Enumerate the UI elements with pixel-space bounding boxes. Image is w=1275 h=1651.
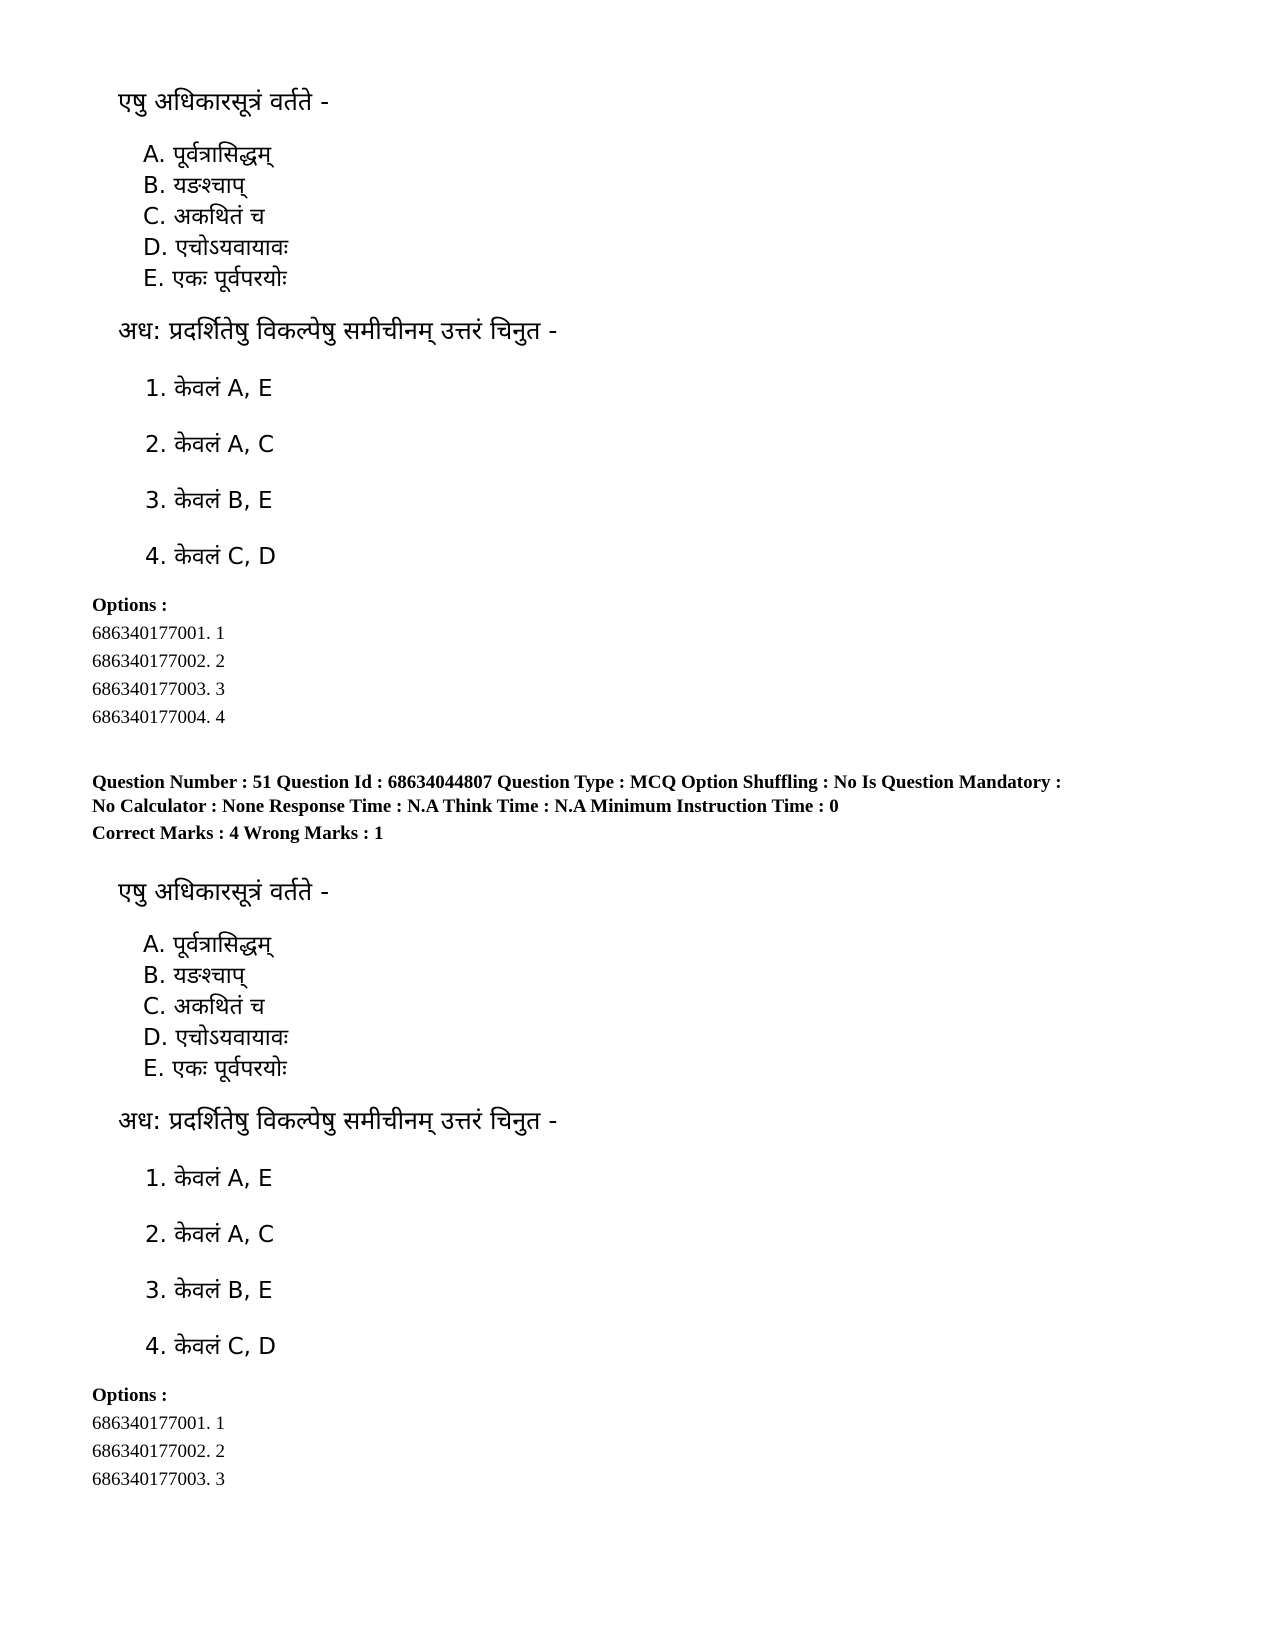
marks-line: Correct Marks : 4 Wrong Marks : 1 <box>92 823 384 844</box>
option-item: 686340177004. 4 <box>92 707 225 728</box>
question-meta-line-1: Question Number : 51 Question Id : 68634044807 Question Type : MCQ Option Shuffling : No Is Question Mandatory : <box>92 772 1062 793</box>
option-item: 686340177003. 3 <box>92 679 225 700</box>
statement-a: A. पूर्वत्रासिद्धम् <box>143 932 272 958</box>
option-item: 686340177003. 3 <box>92 1469 225 1490</box>
statement-d: D. एचोऽयवायावः <box>143 1025 289 1051</box>
choice-1: 1. केवलं A, E <box>145 1166 273 1192</box>
option-item: 686340177002. 2 <box>92 1441 225 1462</box>
question-stem: एषु अधिकारसूत्रं वर्तते - <box>118 877 330 906</box>
question-stem: एषु अधिकारसूत्रं वर्तते - <box>118 87 330 116</box>
option-item: 686340177002. 2 <box>92 651 225 672</box>
question-instruction: अध: प्रदर्शितेषु विकल्पेषु समीचीनम् उत्तरं चिनुत - <box>118 316 558 345</box>
choice-4: 4. केवलं C, D <box>145 1334 277 1360</box>
statement-d: D. एचोऽयवायावः <box>143 235 289 261</box>
choice-4: 4. केवलं C, D <box>145 544 277 570</box>
choice-3: 3. केवलं B, E <box>145 1278 273 1304</box>
statement-b: B. यङश्चाप् <box>143 173 245 199</box>
choice-2: 2. केवलं A, C <box>145 432 275 458</box>
statement-b: B. यङश्चाप् <box>143 963 245 989</box>
statement-list <box>143 930 288 1085</box>
statement-c: C. अकथितं च <box>143 994 265 1020</box>
statement-a: A. पूर्वत्रासिद्धम् <box>143 142 272 168</box>
choice-1: 1. केवलं A, E <box>145 376 273 402</box>
choice-2: 2. केवलं A, C <box>145 1222 275 1248</box>
statement-c: C. अकथितं च <box>143 204 265 230</box>
statement-list <box>143 140 288 295</box>
statement-e: E. एकः पूर्वपरयोः <box>143 1056 287 1082</box>
question-meta <box>92 771 1062 819</box>
option-item: 686340177001. 1 <box>92 623 225 644</box>
options-label: Options : <box>92 595 168 616</box>
question-instruction: अध: प्रदर्शितेषु विकल्पेषु समीचीनम् उत्तरं चिनुत - <box>118 1106 558 1135</box>
question-meta-line-2: No Calculator : None Response Time : N.A Think Time : N.A Minimum Instruction Time : 0 <box>92 796 839 817</box>
choice-3: 3. केवलं B, E <box>145 488 273 514</box>
statement-e: E. एकः पूर्वपरयोः <box>143 266 287 292</box>
options-label: Options : <box>92 1385 168 1406</box>
option-item: 686340177001. 1 <box>92 1413 225 1434</box>
